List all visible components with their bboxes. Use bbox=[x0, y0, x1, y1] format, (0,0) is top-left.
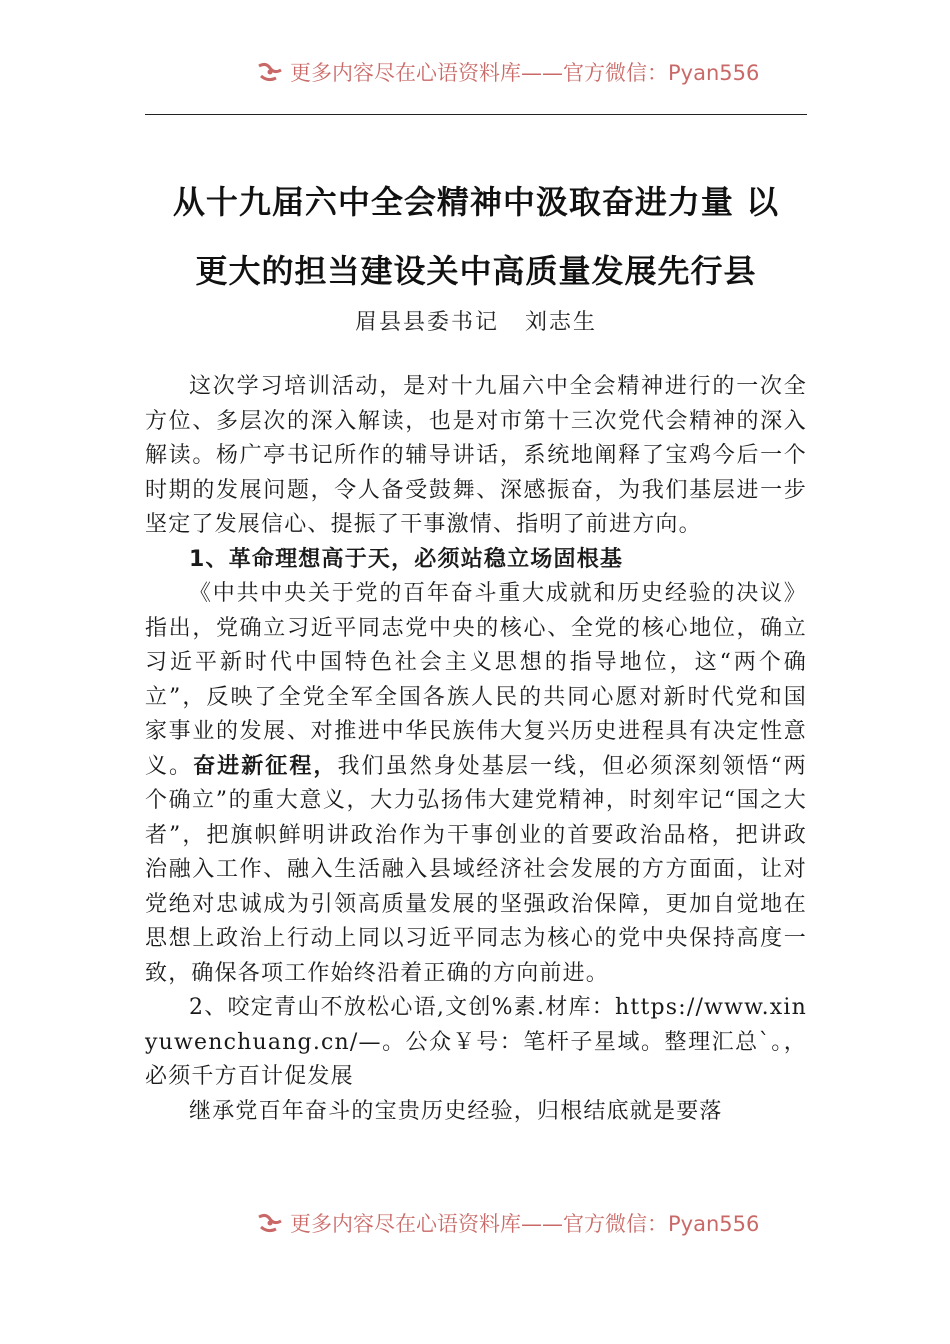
author-name: 刘志生 bbox=[525, 310, 598, 335]
section-heading-1: 1、革命理想高于天，必须站稳立场固根基 bbox=[189, 546, 624, 572]
author-line bbox=[145, 305, 807, 336]
watermark-text: 更多内容尽在心语资料库——官方微信：Pyan556 bbox=[290, 61, 760, 85]
watermark-banner-top bbox=[256, 55, 759, 89]
document-body bbox=[145, 370, 807, 1129]
watermark-text: 更多内容尽在心语资料库——官方微信：Pyan556 bbox=[290, 1212, 760, 1236]
watermark-banner-bottom bbox=[256, 1206, 759, 1240]
paragraph-section-1-part-a: 《中共中央关于党的百年奋斗重大成就和历史经验的决议》指出，党确立习近平同志党中央的核心、全党的核心地位，确立习近平新时代中国特色社会主义思想的指导地位，这“两个确立”，反映了全党全军全国各族人民的共同心愿对新时代党和国家事业的发展、对推进中华民族伟大复兴历史进程具有决定性意义。 bbox=[145, 581, 807, 779]
title-line-2: 更大的担当建设关中高质量发展先行县 bbox=[195, 252, 757, 290]
title-line-1: 从十九届六中全会精神中汲取奋进力量 以 bbox=[172, 183, 780, 221]
logo-icon bbox=[256, 60, 284, 84]
section-heading-2: 2、咬定青山不放松心语,文创%素.材库：https://www.xinyuwenchuang.cn/—。公众￥号：笔杆子星域。整理汇总`。，必须千方百计促发展 bbox=[145, 995, 807, 1089]
paragraph-section-1-emphasis: 奋进新征程， bbox=[193, 753, 338, 779]
header-rule bbox=[145, 114, 807, 115]
paragraph-section-2: 继承党百年奋斗的宝贵历史经验，归根结底就是要落 bbox=[189, 1098, 723, 1124]
paragraph-section-1-part-b: 我们虽然身处基层一线，但必须深刻领悟“两个确立”的重大意义，大力弘扬伟大建党精神，时刻牢记“国之大者”，把旗帜鲜明讲政治作为干事创业的首要政治品格，把讲政治融入工作、融入生活融入县域经济社会发展的方方面面，让对党绝对忠诚成为引领高质量发展的坚强政治保障，更加自觉地在思想上政治上行动上同以习近平同志为核心的党中央保持高度一致，确保各项工作始终沿着正确的方向前进。 bbox=[145, 753, 808, 986]
logo-icon bbox=[256, 1211, 284, 1235]
page-title bbox=[145, 168, 807, 306]
paragraph-intro: 这次学习培训活动，是对十九届六中全会精神进行的一次全方位、多层次的深入解读，也是对市第十三次党代会精神的深入解读。杨广亭书记所作的辅导讲话，系统地阐释了宝鸡今后一个时期的发展问题，令人备受鼓舞、深感振奋，为我们基层进一步坚定了发展信心、提振了干事激情、指明了前进方向。 bbox=[145, 374, 807, 537]
author-role: 眉县县委书记 bbox=[354, 310, 499, 335]
paragraph-section-1 bbox=[145, 577, 807, 991]
